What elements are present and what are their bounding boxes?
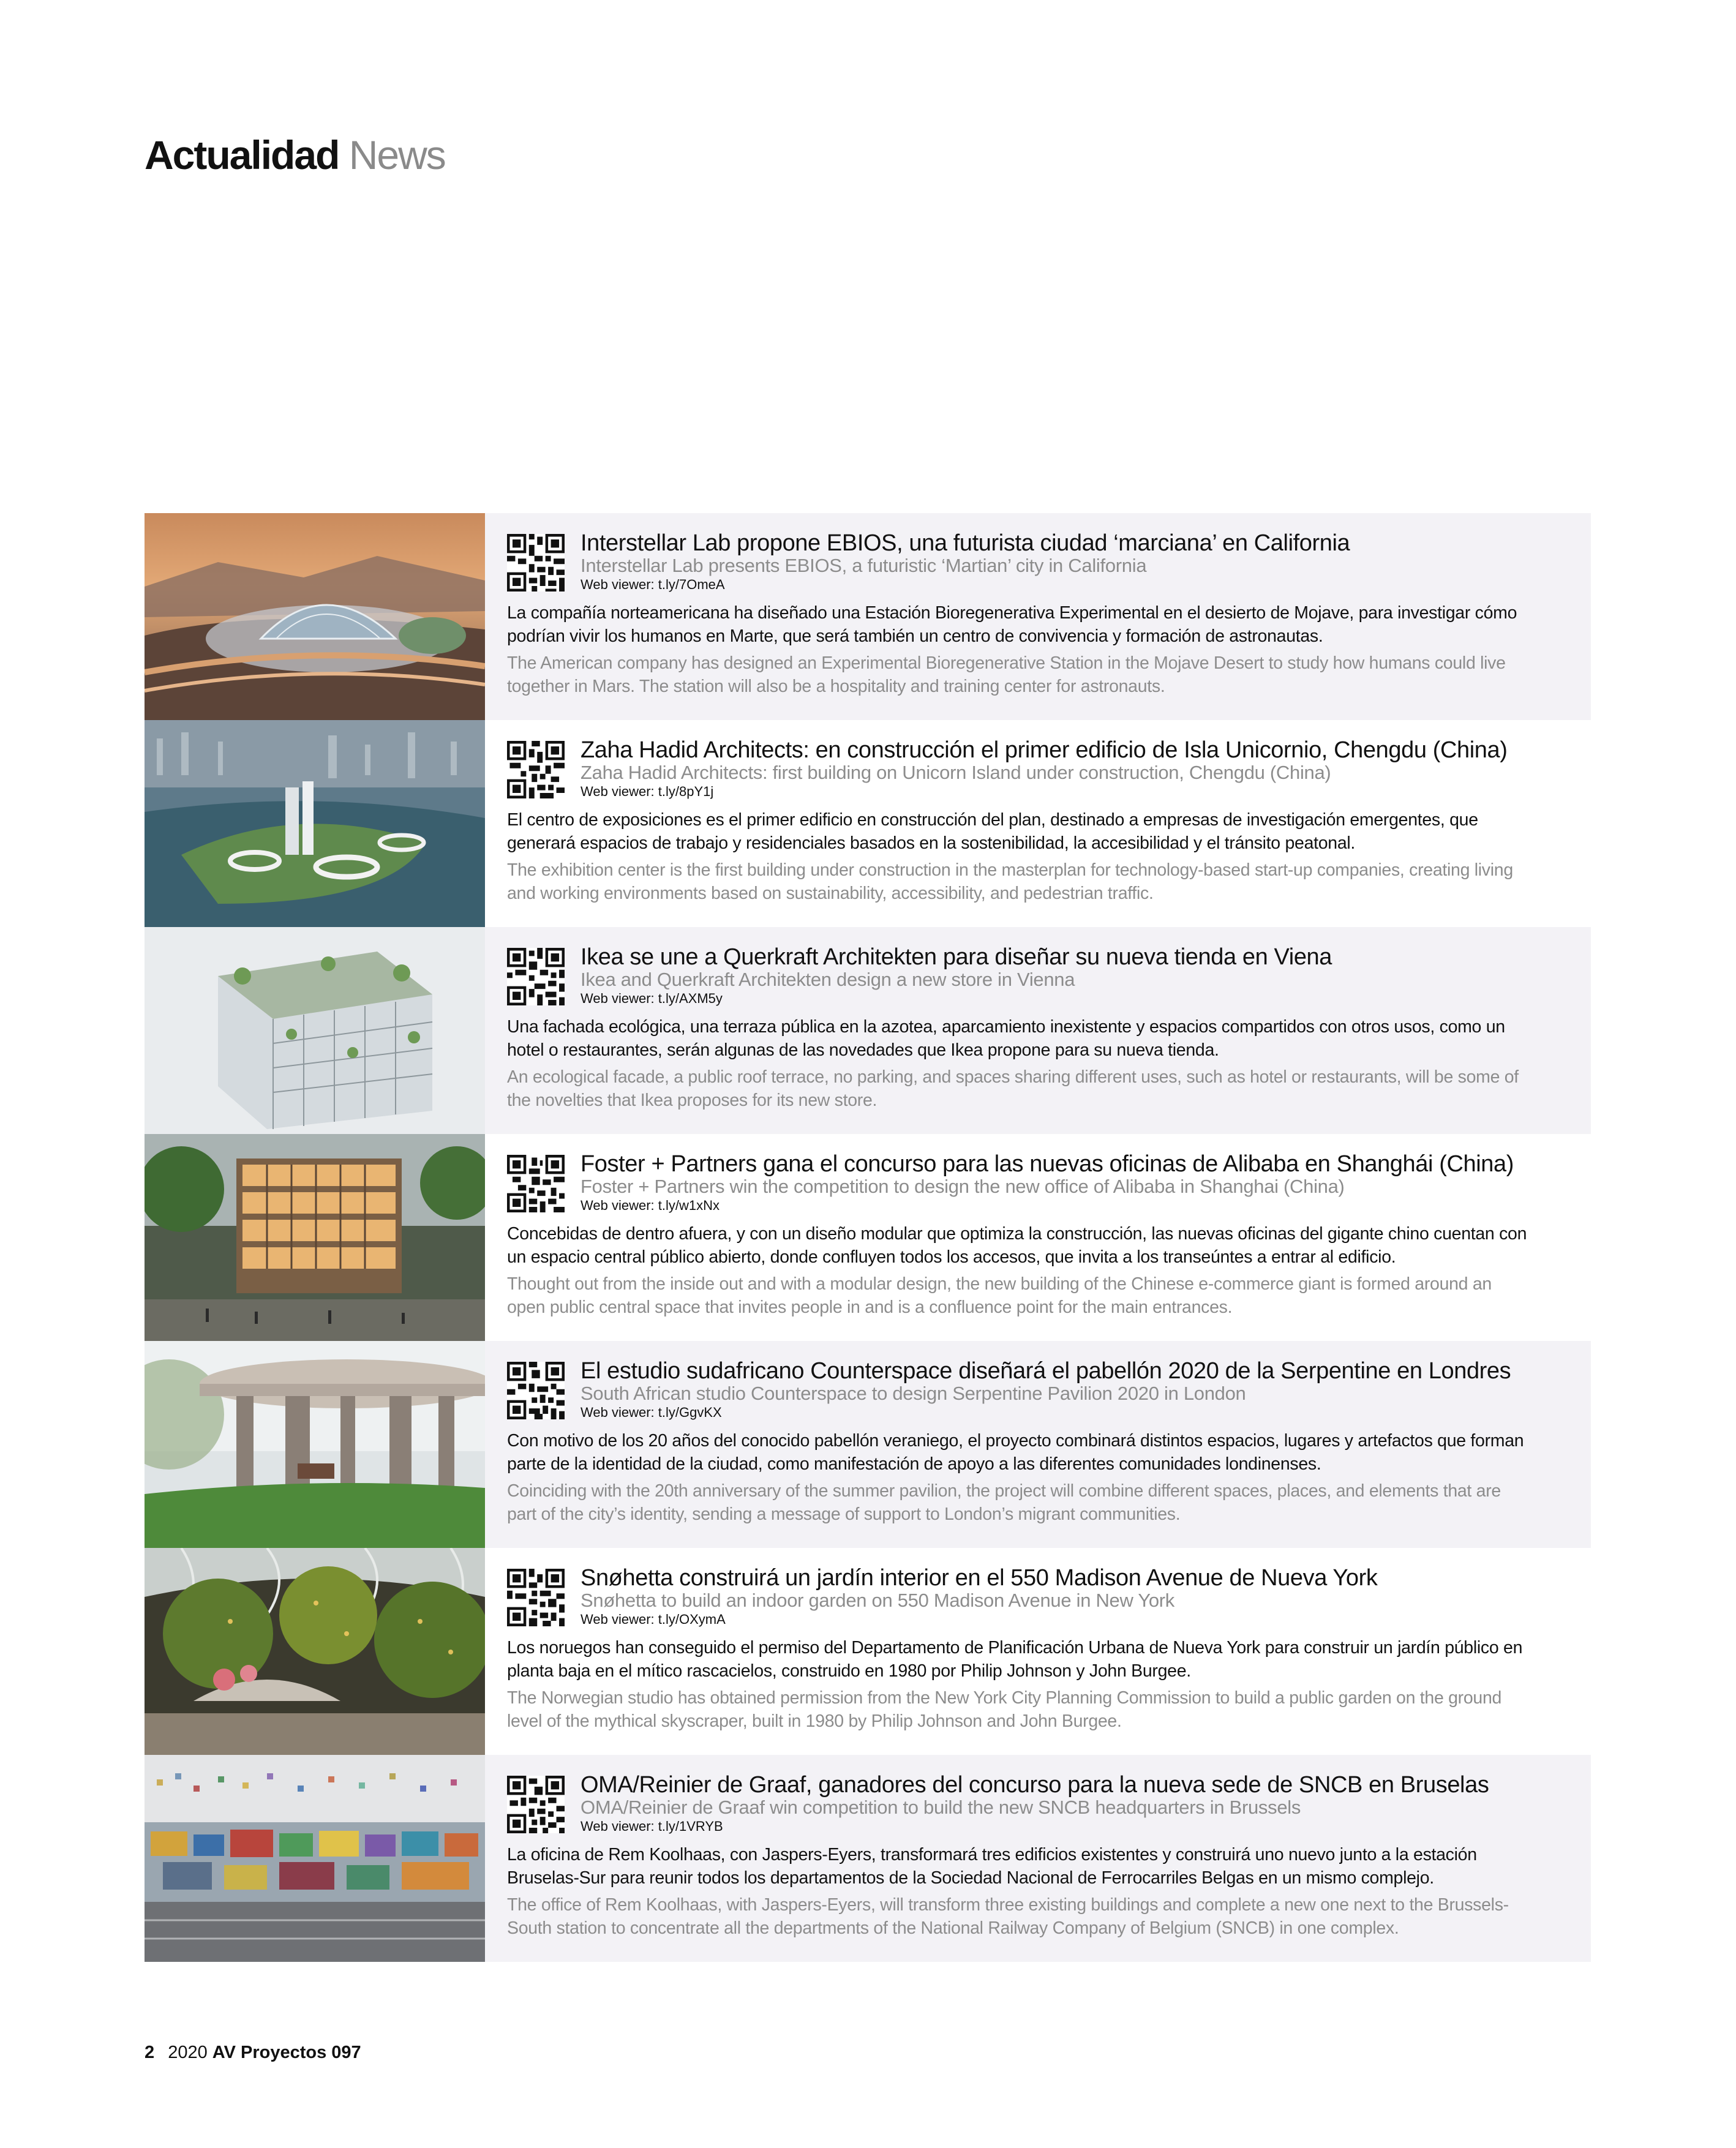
qr-code-icon[interactable] bbox=[507, 1569, 565, 1626]
qr-code-icon[interactable] bbox=[507, 741, 565, 798]
news-description-es: Concebidas de dentro afuera, y con un diseño modular que optimiza la construcción, las nuevas oficinas del gigante chino cuentan con un espacio central público abierto, donde confluyen todos los accesos, que invita a los transeúntes a entrar al edificio. bbox=[507, 1224, 1527, 1267]
news-item[interactable] bbox=[145, 1755, 1591, 1962]
qr-code-icon[interactable] bbox=[507, 1362, 565, 1419]
news-description-es: Con motivo de los 20 años del conocido pabellón veraniego, el proyecto combinará distintos espacios, lugares y artefactos que forman parte de la identidad de la ciudad, como manifestación de apoyo a las diferentes comunidades londinenses. bbox=[507, 1431, 1524, 1474]
news-thumbnail-ikea-vienna[interactable] bbox=[145, 927, 485, 1134]
news-description-en: An ecological facade, a public roof terrace, no parking, and spaces sharing different uses, such as hotel or restaurants, will be some of the novelties that Ikea proposes for its new store. bbox=[507, 1067, 1519, 1110]
section-title-es: Actualidad bbox=[145, 132, 339, 178]
news-description-es: La oficina de Rem Koolhaas, con Jaspers-Eyers, transformará tres edificios existentes y construirá uno nuevo junto a la estación Bruselas-Sur para reunir todos los departamentos de la Sociedad Nacional de Ferrocarriles Belgas en un mismo complejo. bbox=[507, 1845, 1477, 1888]
qr-code-icon[interactable] bbox=[507, 948, 565, 1005]
web-viewer-link[interactable]: Web viewer: t.ly/w1xNx bbox=[581, 1198, 720, 1213]
news-description-en: The Norwegian studio has obtained permission from the New York City Planning Commission to build a public garden on the ground level of the mythical skyscraper, built in 1980 by Philip Johnson and John Burgee. bbox=[507, 1688, 1502, 1731]
web-viewer-link[interactable]: Web viewer: t.ly/GgvKX bbox=[581, 1405, 722, 1420]
qr-code-icon[interactable] bbox=[507, 1776, 565, 1833]
news-title-es[interactable]: Interstellar Lab propone EBIOS, una futurista ciudad ‘marciana’ en California bbox=[581, 530, 1350, 556]
news-item[interactable] bbox=[145, 1134, 1591, 1341]
news-title-es[interactable]: Foster + Partners gana el concurso para las nuevas oficinas de Alibaba en Shanghái (China) bbox=[581, 1151, 1514, 1177]
news-title-en: Snøhetta to build an indoor garden on 550 Madison Avenue in New York bbox=[581, 1590, 1175, 1611]
news-title-en: OMA/Reinier de Graaf win competition to build the new SNCB headquarters in Brussels bbox=[581, 1797, 1301, 1818]
web-viewer-link[interactable]: Web viewer: t.ly/7OmeA bbox=[581, 577, 725, 592]
news-description-es: Una fachada ecológica, una terraza pública en la azotea, aparcamiento inexistente y espacios compartidos con otros usos, como un hotel o restaurantes, serán algunas de las novedades que Ikea propone para su nueva tienda. bbox=[507, 1017, 1505, 1060]
news-description-en: Thought out from the inside out and with a modular design, the new building of the Chinese e-commerce giant is formed around an open public central space that invites people in and is a confluence point for the main entrances. bbox=[507, 1274, 1492, 1317]
news-item[interactable] bbox=[145, 720, 1591, 927]
web-viewer-link[interactable]: Web viewer: t.ly/8pY1j bbox=[581, 784, 714, 799]
web-viewer-link[interactable]: Web viewer: t.ly/OXymA bbox=[581, 1612, 726, 1627]
news-thumbnail-serpentine-pavilion[interactable] bbox=[145, 1341, 485, 1548]
news-description-en: The exhibition center is the first building under construction in the masterplan for technology-based start-up companies, creating living and working environments based on sustainability, accessibility, and pedestrian traffic. bbox=[507, 860, 1513, 903]
news-description-es: Los noruegos han conseguido el permiso del Departamento de Planificación Urbana de Nueva York para construir un jardín público en planta baja en el mítico rascacielos, construido en 1980 por Philip Johnson y John Burgee. bbox=[507, 1638, 1523, 1681]
news-title-es[interactable]: OMA/Reinier de Graaf, ganadores del concurso para la nueva sede de SNCB en Bruselas bbox=[581, 1772, 1489, 1798]
news-thumbnail-550-madison-garden[interactable] bbox=[145, 1548, 485, 1755]
news-title-en: Zaha Hadid Architects: first building on Unicorn Island under construction, Chengdu (China) bbox=[581, 762, 1331, 783]
news-item[interactable] bbox=[145, 513, 1591, 720]
news-title-es[interactable]: Zaha Hadid Architects: en construcción el primer edificio de Isla Unicornio, Chengdu (China) bbox=[581, 737, 1508, 763]
news-title-es[interactable]: Snøhetta construirá un jardín interior en el 550 Madison Avenue de Nueva York bbox=[581, 1565, 1378, 1591]
page-number: 2 bbox=[145, 2043, 155, 2062]
footer-year: 2020 bbox=[168, 2043, 208, 2062]
news-thumbnail-sncb-brussels[interactable] bbox=[145, 1755, 485, 1962]
news-title-es[interactable]: Ikea se une a Querkraft Architekten para diseñar su nueva tienda en Viena bbox=[581, 944, 1332, 970]
news-description-en: Coinciding with the 20th anniversary of the summer pavilion, the project will combine different spaces, places, and elements that are part of the city’s identity, sending a message of support to London’s migrant communities. bbox=[507, 1481, 1501, 1524]
web-viewer-link[interactable]: Web viewer: t.ly/1VRYB bbox=[581, 1819, 723, 1834]
news-description-en: The American company has designed an Experimental Bioregenerative Station in the Mojave Desert to study how humans could live together in Mars. The station will also be a hospitality and training center for astronauts. bbox=[507, 653, 1506, 696]
news-thumbnail-alibaba-shanghai[interactable] bbox=[145, 1134, 485, 1341]
news-list bbox=[145, 513, 1591, 1962]
news-title-en: South African studio Counterspace to design Serpentine Pavilion 2020 in London bbox=[581, 1383, 1246, 1404]
news-description-es: El centro de exposiciones es el primer edificio en construcción del plan, destinado a empresas de investigación emergentes, que generará espacios de trabajo y residenciales basados en la sostenibilidad, la accesibilidad y el tránsito peatonal. bbox=[507, 810, 1478, 853]
news-thumbnail-ebios[interactable] bbox=[145, 513, 485, 720]
web-viewer-link[interactable]: Web viewer: t.ly/AXM5y bbox=[581, 991, 723, 1006]
section-title-en: News bbox=[348, 132, 445, 178]
news-title-en: Foster + Partners win the competition to design the new office of Alibaba in Shanghai (China) bbox=[581, 1176, 1345, 1197]
news-description-es: La compañía norteamericana ha diseñado una Estación Bioregenerativa Experimental en el desierto de Mojave, para investigar cómo podrían vivir los humanos en Marte, que será también un centro de convivencia y formación de astronautas. bbox=[507, 603, 1517, 646]
qr-code-icon[interactable] bbox=[507, 1155, 565, 1212]
news-thumbnail-unicorn-island[interactable] bbox=[145, 720, 485, 927]
news-description-en: The office of Rem Koolhaas, with Jaspers-Eyers, will transform three existing buildings and complete a new one next to the Brussels-South station to concentrate all the departments of the National Railway Company of Belgium (SNCB) in one complex. bbox=[507, 1895, 1509, 1938]
page-header bbox=[145, 132, 445, 178]
news-title-en: Interstellar Lab presents EBIOS, a futuristic ‘Martian’ city in California bbox=[581, 555, 1147, 576]
news-item[interactable] bbox=[145, 1548, 1591, 1755]
news-title-en: Ikea and Querkraft Architekten design a new store in Vienna bbox=[581, 969, 1075, 990]
footer-publication: AV Proyectos 097 bbox=[212, 2043, 361, 2062]
qr-code-icon[interactable] bbox=[507, 534, 565, 591]
news-title-es[interactable]: El estudio sudafricano Counterspace diseñará el pabellón 2020 de la Serpentine en Londres bbox=[581, 1358, 1511, 1384]
page-footer bbox=[145, 2043, 361, 2063]
news-item[interactable] bbox=[145, 1341, 1591, 1548]
news-item[interactable] bbox=[145, 927, 1591, 1134]
